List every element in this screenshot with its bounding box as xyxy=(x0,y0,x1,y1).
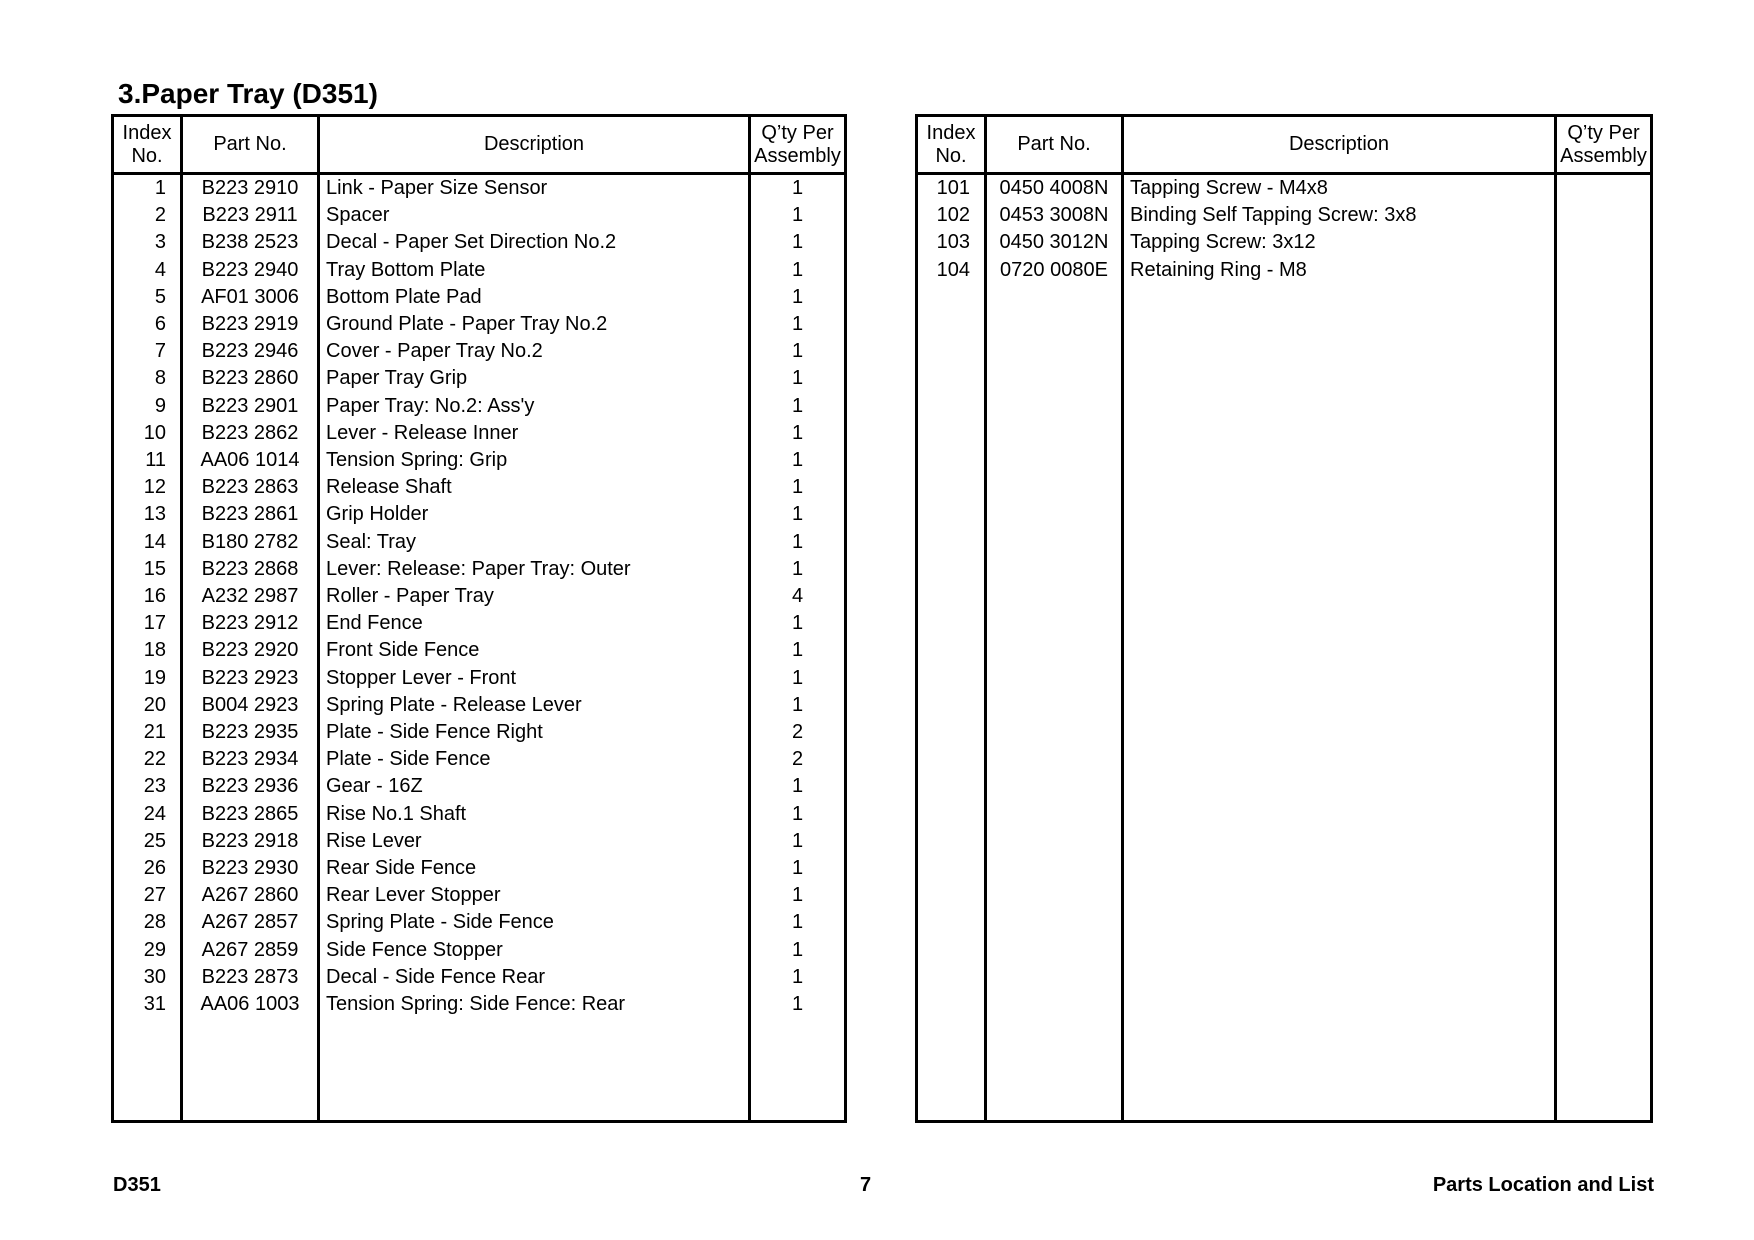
cell-description: Tension Spring: Grip xyxy=(319,447,750,474)
cell-index-no: 16 xyxy=(113,583,182,610)
cell-qty: 1 xyxy=(750,174,846,203)
table-row xyxy=(113,909,846,936)
cell-description: Ground Plate - Paper Tray No.2 xyxy=(319,311,750,338)
cell-part-no: B223 2911 xyxy=(182,202,319,229)
empty-cell xyxy=(1123,284,1556,1122)
cell-index-no: 17 xyxy=(113,610,182,637)
cell-index-no: 8 xyxy=(113,365,182,392)
table-row xyxy=(113,311,846,338)
table-row xyxy=(113,474,846,501)
cell-part-no: B223 2860 xyxy=(182,365,319,392)
table-row xyxy=(113,773,846,800)
cell-qty: 1 xyxy=(750,257,846,284)
cell-index-no: 31 xyxy=(113,991,182,1018)
cell-index-no: 9 xyxy=(113,393,182,420)
cell-part-no: B223 2940 xyxy=(182,257,319,284)
cell-index-no: 5 xyxy=(113,284,182,311)
cell-qty: 1 xyxy=(750,365,846,392)
cell-description: Front Side Fence xyxy=(319,637,750,664)
cell-qty: 1 xyxy=(750,229,846,256)
cell-qty: 1 xyxy=(750,556,846,583)
table-row xyxy=(917,257,1652,284)
cell-index-no: 20 xyxy=(113,692,182,719)
table-row xyxy=(113,556,846,583)
cell-description: Roller - Paper Tray xyxy=(319,583,750,610)
cell-description: Paper Tray: No.2: Ass'y xyxy=(319,393,750,420)
cell-index-no: 23 xyxy=(113,773,182,800)
cell-part-no: B223 2936 xyxy=(182,773,319,800)
cell-index-no: 25 xyxy=(113,828,182,855)
cell-description: Bottom Plate Pad xyxy=(319,284,750,311)
cell-part-no: B223 2865 xyxy=(182,801,319,828)
table-filler-row xyxy=(917,284,1652,1122)
cell-index-no: 102 xyxy=(917,202,986,229)
table-row xyxy=(113,583,846,610)
cell-index-no: 29 xyxy=(113,937,182,964)
cell-index-no: 7 xyxy=(113,338,182,365)
table-filler-row xyxy=(113,1018,846,1121)
cell-part-no: B223 2919 xyxy=(182,311,319,338)
parts-table-left-body xyxy=(113,174,846,1122)
cell-qty: 1 xyxy=(750,937,846,964)
empty-cell xyxy=(1556,284,1652,1122)
cell-part-no: B223 2862 xyxy=(182,420,319,447)
empty-cell xyxy=(113,1018,182,1121)
table-row xyxy=(113,855,846,882)
cell-part-no: B223 2873 xyxy=(182,964,319,991)
cell-part-no: 0450 3012N xyxy=(986,229,1123,256)
cell-description: Tension Spring: Side Fence: Rear xyxy=(319,991,750,1018)
cell-qty: 1 xyxy=(750,529,846,556)
cell-description: Seal: Tray xyxy=(319,529,750,556)
cell-description: Plate - Side Fence Right xyxy=(319,719,750,746)
cell-qty: 1 xyxy=(750,801,846,828)
table-row xyxy=(113,420,846,447)
cell-qty: 1 xyxy=(750,447,846,474)
cell-index-no: 101 xyxy=(917,174,986,203)
cell-qty: 2 xyxy=(750,719,846,746)
cell-qty: 1 xyxy=(750,284,846,311)
cell-description: Release Shaft xyxy=(319,474,750,501)
cell-part-no: 0453 3008N xyxy=(986,202,1123,229)
table-row xyxy=(113,501,846,528)
cell-description: Decal - Side Fence Rear xyxy=(319,964,750,991)
cell-index-no: 104 xyxy=(917,257,986,284)
empty-cell xyxy=(750,1018,846,1121)
cell-qty: 1 xyxy=(750,501,846,528)
cell-description: Grip Holder xyxy=(319,501,750,528)
cell-qty: 1 xyxy=(750,338,846,365)
cell-qty: 1 xyxy=(750,610,846,637)
empty-cell xyxy=(986,284,1123,1122)
header-qty-per-assembly: Q’ty Per Assembly xyxy=(750,116,846,174)
table-row xyxy=(113,610,846,637)
table-row xyxy=(113,828,846,855)
table-row xyxy=(113,529,846,556)
cell-part-no: B223 2863 xyxy=(182,474,319,501)
header-index-no: Index No. xyxy=(113,116,182,174)
cell-description: Spacer xyxy=(319,202,750,229)
cell-qty: 1 xyxy=(750,828,846,855)
cell-qty: 1 xyxy=(750,909,846,936)
table-row xyxy=(113,937,846,964)
footer-page-number: 7 xyxy=(860,1174,872,1196)
cell-part-no: A267 2859 xyxy=(182,937,319,964)
header-description: Description xyxy=(1123,116,1556,174)
table-row xyxy=(113,746,846,773)
cell-qty xyxy=(1556,257,1652,284)
cell-description: Link - Paper Size Sensor xyxy=(319,174,750,203)
cell-part-no: B180 2782 xyxy=(182,529,319,556)
cell-index-no: 21 xyxy=(113,719,182,746)
cell-part-no: B223 2923 xyxy=(182,665,319,692)
cell-index-no: 27 xyxy=(113,882,182,909)
cell-description: Spring Plate - Release Lever xyxy=(319,692,750,719)
cell-part-no: B004 2923 xyxy=(182,692,319,719)
cell-qty: 1 xyxy=(750,202,846,229)
cell-index-no: 6 xyxy=(113,311,182,338)
table-row xyxy=(113,257,846,284)
cell-description: Rise No.1 Shaft xyxy=(319,801,750,828)
parts-table-right xyxy=(915,114,1653,1123)
footer-model: D351 xyxy=(113,1174,161,1196)
table-row xyxy=(113,692,846,719)
header-qty-per-assembly: Q’ty Per Assembly xyxy=(1556,116,1652,174)
cell-description: Rise Lever xyxy=(319,828,750,855)
cell-qty xyxy=(1556,202,1652,229)
cell-part-no: B238 2523 xyxy=(182,229,319,256)
table-row xyxy=(113,991,846,1018)
cell-part-no: A232 2987 xyxy=(182,583,319,610)
cell-part-no: B223 2918 xyxy=(182,828,319,855)
cell-index-no: 19 xyxy=(113,665,182,692)
table-row xyxy=(113,229,846,256)
cell-description: Tray Bottom Plate xyxy=(319,257,750,284)
cell-part-no: AA06 1014 xyxy=(182,447,319,474)
table-row xyxy=(113,719,846,746)
header-part-no: Part No. xyxy=(182,116,319,174)
cell-part-no: 0450 4008N xyxy=(986,174,1123,203)
cell-description: Lever - Release Inner xyxy=(319,420,750,447)
table-header-row xyxy=(917,116,1652,174)
cell-description: Paper Tray Grip xyxy=(319,365,750,392)
table-row xyxy=(113,338,846,365)
cell-index-no: 24 xyxy=(113,801,182,828)
page-title: 3.Paper Tray (D351) xyxy=(118,78,378,109)
table-row xyxy=(113,393,846,420)
cell-qty: 1 xyxy=(750,393,846,420)
cell-index-no: 4 xyxy=(113,257,182,284)
cell-index-no: 1 xyxy=(113,174,182,203)
table-row xyxy=(113,202,846,229)
table-row xyxy=(917,229,1652,256)
cell-qty xyxy=(1556,229,1652,256)
cell-qty: 1 xyxy=(750,311,846,338)
cell-part-no: B223 2912 xyxy=(182,610,319,637)
cell-part-no: B223 2868 xyxy=(182,556,319,583)
cell-index-no: 26 xyxy=(113,855,182,882)
cell-part-no: 0720 0080E xyxy=(986,257,1123,284)
cell-part-no: B223 2861 xyxy=(182,501,319,528)
cell-description: Side Fence Stopper xyxy=(319,937,750,964)
cell-index-no: 12 xyxy=(113,474,182,501)
cell-qty: 2 xyxy=(750,746,846,773)
cell-part-no: A267 2857 xyxy=(182,909,319,936)
cell-description: Plate - Side Fence xyxy=(319,746,750,773)
cell-part-no: B223 2946 xyxy=(182,338,319,365)
cell-index-no: 22 xyxy=(113,746,182,773)
empty-cell xyxy=(917,284,986,1122)
parts-table-right-body xyxy=(917,174,1652,1122)
cell-index-no: 18 xyxy=(113,637,182,664)
cell-index-no: 10 xyxy=(113,420,182,447)
cell-description: Tapping Screw: 3x12 xyxy=(1123,229,1556,256)
cell-part-no: B223 2910 xyxy=(182,174,319,203)
cell-part-no: B223 2934 xyxy=(182,746,319,773)
empty-cell xyxy=(319,1018,750,1121)
cell-description: Stopper Lever - Front xyxy=(319,665,750,692)
cell-qty: 1 xyxy=(750,882,846,909)
table-row xyxy=(113,637,846,664)
cell-index-no: 28 xyxy=(113,909,182,936)
cell-part-no: AF01 3006 xyxy=(182,284,319,311)
table-header-row xyxy=(113,116,846,174)
cell-part-no: A267 2860 xyxy=(182,882,319,909)
table-row xyxy=(917,202,1652,229)
cell-qty: 1 xyxy=(750,964,846,991)
cell-description: Gear - 16Z xyxy=(319,773,750,800)
cell-description: End Fence xyxy=(319,610,750,637)
table-row xyxy=(113,174,846,203)
cell-index-no: 30 xyxy=(113,964,182,991)
cell-part-no: B223 2920 xyxy=(182,637,319,664)
cell-qty: 1 xyxy=(750,692,846,719)
cell-part-no: B223 2935 xyxy=(182,719,319,746)
cell-index-no: 15 xyxy=(113,556,182,583)
cell-index-no: 11 xyxy=(113,447,182,474)
cell-qty: 1 xyxy=(750,665,846,692)
parts-table-left xyxy=(111,114,847,1123)
table-row xyxy=(113,801,846,828)
cell-description: Tapping Screw - M4x8 xyxy=(1123,174,1556,203)
cell-description: Lever: Release: Paper Tray: Outer xyxy=(319,556,750,583)
cell-description: Rear Side Fence xyxy=(319,855,750,882)
table-row xyxy=(113,365,846,392)
cell-index-no: 3 xyxy=(113,229,182,256)
cell-index-no: 2 xyxy=(113,202,182,229)
footer-section-title: Parts Location and List xyxy=(1432,1174,1654,1196)
cell-description: Cover - Paper Tray No.2 xyxy=(319,338,750,365)
cell-description: Binding Self Tapping Screw: 3x8 xyxy=(1123,202,1556,229)
cell-part-no: B223 2901 xyxy=(182,393,319,420)
cell-index-no: 14 xyxy=(113,529,182,556)
cell-qty: 1 xyxy=(750,855,846,882)
cell-description: Spring Plate - Side Fence xyxy=(319,909,750,936)
header-part-no: Part No. xyxy=(986,116,1123,174)
cell-qty: 1 xyxy=(750,991,846,1018)
table-row xyxy=(917,174,1652,203)
cell-index-no: 13 xyxy=(113,501,182,528)
table-row xyxy=(113,284,846,311)
cell-qty xyxy=(1556,174,1652,203)
cell-part-no: B223 2930 xyxy=(182,855,319,882)
table-row xyxy=(113,665,846,692)
cell-qty: 1 xyxy=(750,420,846,447)
table-row xyxy=(113,882,846,909)
header-description: Description xyxy=(319,116,750,174)
table-row xyxy=(113,447,846,474)
cell-description: Rear Lever Stopper xyxy=(319,882,750,909)
cell-description: Retaining Ring - M8 xyxy=(1123,257,1556,284)
table-row xyxy=(113,964,846,991)
cell-qty: 1 xyxy=(750,773,846,800)
empty-cell xyxy=(182,1018,319,1121)
cell-index-no: 103 xyxy=(917,229,986,256)
cell-description: Decal - Paper Set Direction No.2 xyxy=(319,229,750,256)
cell-qty: 1 xyxy=(750,474,846,501)
cell-qty: 4 xyxy=(750,583,846,610)
cell-part-no: AA06 1003 xyxy=(182,991,319,1018)
cell-qty: 1 xyxy=(750,637,846,664)
header-index-no: Index No. xyxy=(917,116,986,174)
